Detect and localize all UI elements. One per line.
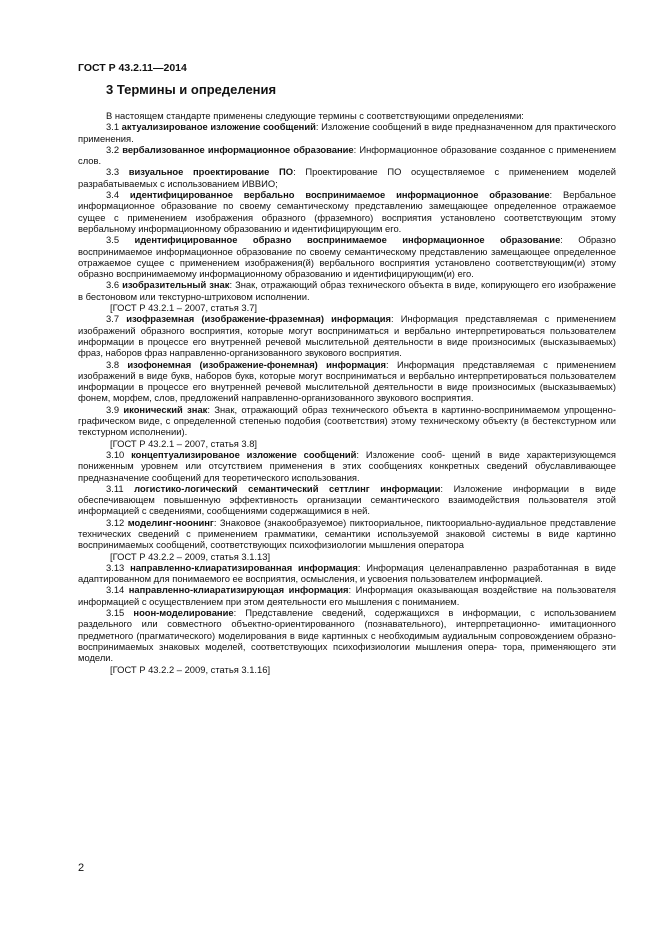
term-name: изофраземная (изображение-фраземная) информация [126,313,391,325]
term-definition [78,279,616,302]
term-definition [78,121,616,144]
term-definition [78,166,616,189]
term-text: : Проектирование ПО осуществляемое с применением моделей разрабатываемых с использованием ИВВИО; [78,166,617,189]
term-text: : Знак, отражающий образ технического объекта в картинно-воспринимаемом упрощенно-графическом виде, с определенной степенью подобия (соответствия) этому техническому объекту (в бестекстурном или текстурном исполнении). [78,403,616,438]
term-name: направленно-клиаратизирующая информация [128,584,349,596]
term-name: логистико-логический семантический сеттлинг информации [134,482,441,494]
term-number: 3.9 [106,403,120,415]
source-reference: [ГОСТ Р 43.2.1 – 2007, статья 3.8] [110,437,258,449]
term-number: 3.7 [106,313,120,325]
term-text: : Представление сведений, содержащихся в информации, с использованием раздельного или совместного объектно-ориентированного (познавательного), интерпретационно- имитационного предметного (прагматического) моделирования в виде картинных с необходимым аудиальным сопровождением образно-воспринимаемых знаковых моделей, соответствующих психофизиологии мышления опера- тора, применяющего эти модели. [78,607,617,664]
source-reference: [ГОСТ Р 43.2.1 – 2007, статья 3.7] [110,302,258,314]
term-name: иконический знак [123,403,208,415]
term-definition [78,584,616,607]
term-definition [78,607,616,663]
term-text: : Информационное образование созданное с применением слов. [78,143,617,167]
term-text: : Изложение информации в виде обеспечивающем повышенную эффективность организации семантического взаимодействия пользователя этой информацией с сведениями, сообщениями содержащимися в ней. [78,482,617,517]
term-text: : Информация оказывающая воздействие на пользователя информацией с осуществлением при этом деятельности его мышления с пониманием. [78,584,616,607]
term-number: 3.14 [106,584,125,596]
term-number: 3.15 [106,607,125,619]
term-text: : Информация представляемая с применением изображений образного восприятия, которые могут восприниматься и вербально интерпретироваться пользователем информации в процессе его внутренней речевой мыслительной деятельности в виде произносимых (высказываемых) фраз, наборов фраз направленно-организованного звукового восприятия. [78,313,616,359]
term-name: направленно-клиаратизированная информация [130,561,358,573]
term-number: 3.12 [106,516,125,528]
term-definition [78,517,616,551]
term-number: 3.8 [106,358,120,370]
terms-list [78,121,616,675]
term-name: моделинг-ноонинг [127,516,214,528]
term-text: : Изложение сообщений в виде предназначенном для практического применения. [78,121,616,144]
term-number: 3.5 [106,234,120,246]
term-number: 3.3 [106,166,120,178]
term-definition [78,189,616,234]
term-number: 3.6 [106,279,120,291]
term-definition [78,313,616,358]
intro-paragraph: В настоящем стандарте применены следующие термины с соответствующими определениями: [106,110,524,121]
term-definition [78,483,616,517]
section-title: 3 Термины и определения [106,82,277,97]
term-text: : Информация представляемая с применением изображений в виде букв, наборов букв, которые могут восприниматься и вербально интерпретироваться пользователем информации в процессе его внутренней речевой мыслительной деятельности в виде произносимых (высказываемых) фонем, морфем, слов, предложений направленно-организованного звукового восприятия. [78,358,616,404]
term-number: 3.10 [106,448,125,460]
term-name: актуализированое изложение сообщений [121,121,316,133]
term-text: : Вербальное информационное образование по своему семантическому представлению замещающее определенное отражаемое сущее с применением изображения образного (фраземного) восприятия установлено соответствующим этому вербальному информационному образованию и идентифицирующим его. [78,189,616,234]
term-name: идентифицированное образно воспринимаемое информационное образование [134,234,561,246]
term-number: 3.13 [106,561,125,573]
terms-body [78,110,616,675]
term-name: концептуализированое изложение сообщений [131,448,357,460]
term-text: : Знаковое (знакообразуемое) пиктоориальное, пиктоориально-аудиальное представление технических сведений с применением грамматики, семантики используемой знаковой системы в виде картинно воспринимаемых сообщений, соответствующих психофизиологии мышления оператора [78,516,616,551]
term-definition [78,144,616,167]
source-reference: [ГОСТ Р 43.2.2 – 2009, статья 3.1.13] [110,550,271,562]
term-number: 3.1 [106,121,120,133]
term-text: : Образно воспринимаемое информационное образование по своему семантическому представлению замещающее определенное отражаемое сущее с применением изображения(й) вербального восприятия установлено соответствующим(и) этому образно воспринимаемому информационному образованию и идентифицирующим(и) его. [78,234,616,280]
term-name: визуальное проектирование ПО [128,166,294,178]
term-number: 3.4 [106,189,120,201]
term-name: вербализованное информационное образование [122,143,354,155]
document-code: ГОСТ Р 43.2.11—2014 [78,62,187,74]
term-text: : Знак, отражающий образ технического объекта в виде, копирующего его изображение в бестоновом или текстурно-штриховом исполнении. [78,279,616,302]
term-number: 3.11 [106,482,124,494]
term-name: ноон-моделирование [133,607,234,619]
term-text: : Информация целенаправленно разработанная в виде адаптированном для понимаемого ее восприятия, осмысления, и усвоения пользователем информацией. [78,561,616,585]
term-definition [78,359,616,404]
page-number: 2 [78,862,85,874]
term-number: 3.2 [106,143,120,155]
term-definition [78,449,616,483]
term-name: изобразительный знак [122,279,230,291]
term-definition [78,404,616,438]
term-definition [78,562,616,585]
term-definition [78,234,616,279]
term-name: изофонемная (изображение-фонемная) информация [127,358,387,370]
term-name: идентифицированное вербально воспринимаемое информационное образование [129,189,550,201]
source-reference: [ГОСТ Р 43.2.2 – 2009, статья 3.1.16] [110,663,271,675]
term-text: : Изложение сооб- щений в виде характеризующемся пониженным уровнем или отсутствием применения в этих сообщениях конкретных сведений обуславливающее предназначение сообщений для теоретического использования. [78,448,616,483]
